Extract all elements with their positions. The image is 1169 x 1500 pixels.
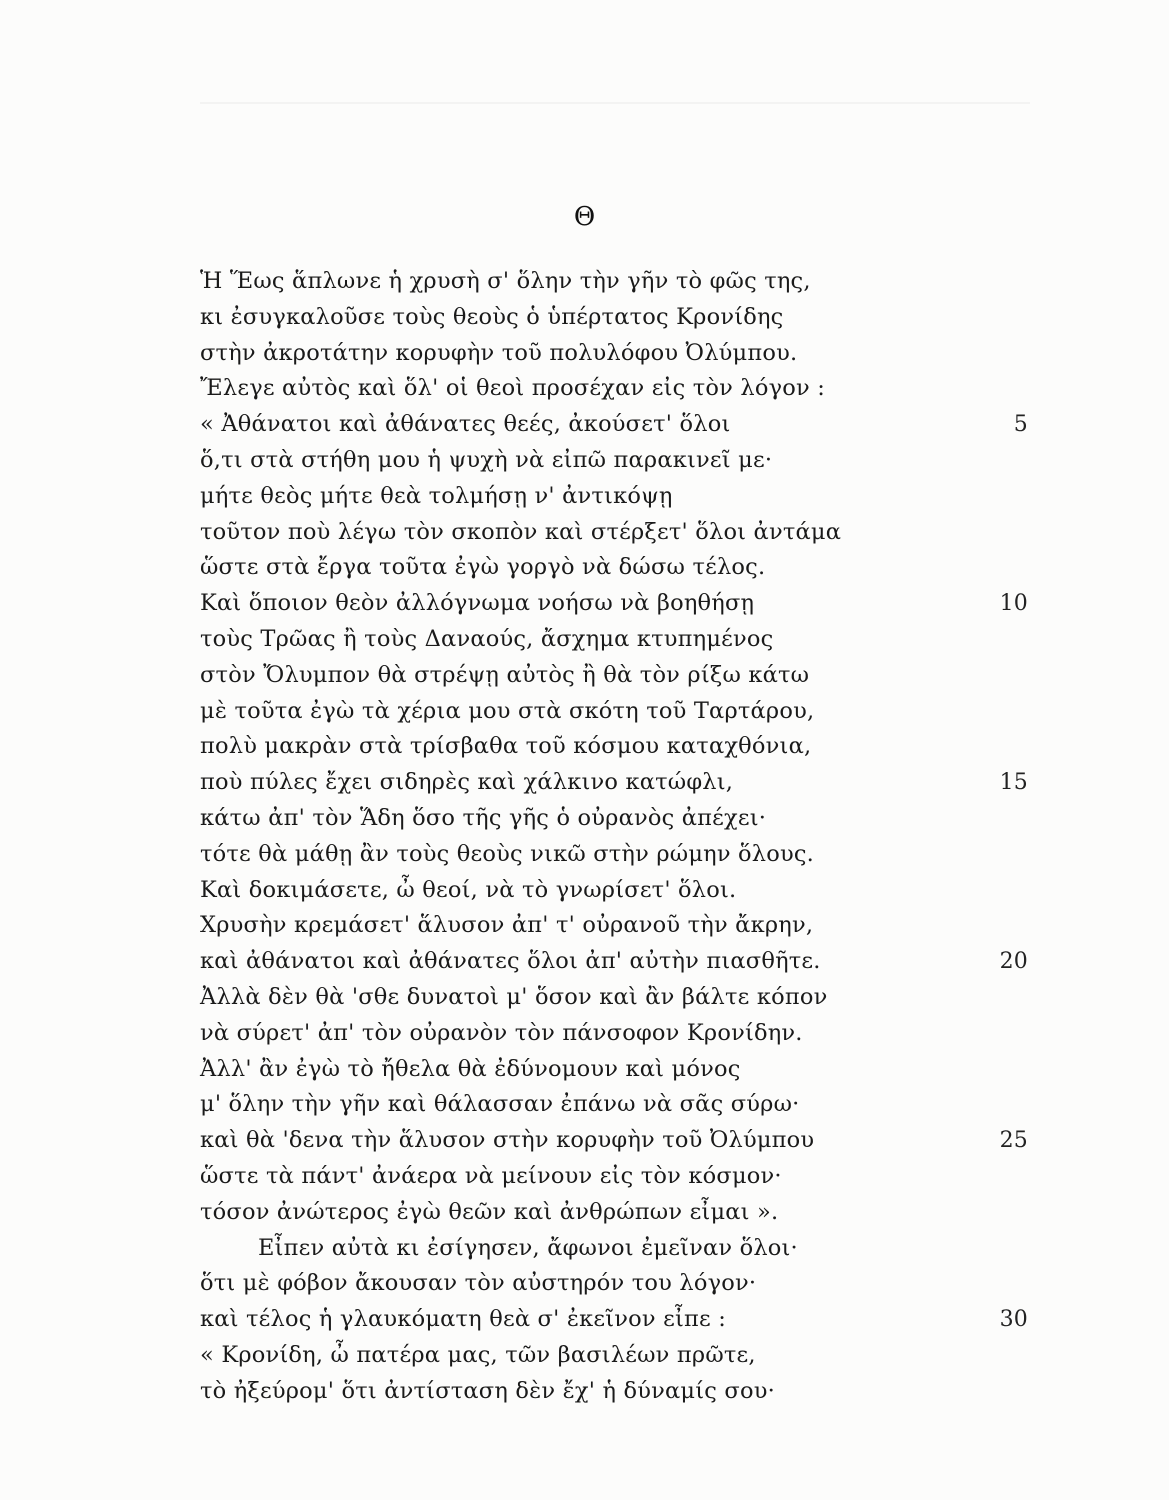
poem-line (200, 371, 1030, 407)
poem-line (200, 336, 1030, 372)
line-number: 5 (1013, 412, 1028, 438)
poem-line (200, 980, 1030, 1016)
poem-line-text: μ' ὅλην τὴν γῆν καὶ θάλασσαν ἐπάνω νὰ σᾶς σύρω· (200, 1091, 800, 1118)
line-number: 15 (999, 770, 1028, 796)
poem-line (200, 1302, 1030, 1338)
poem-line (200, 801, 1030, 837)
poem-line (200, 658, 1030, 694)
poem-line-text: πολὺ μακρὰν στὰ τρίσβαθα τοῦ κόσμου καταχθόνια, (200, 733, 812, 760)
poem-line-text: ὅτι μὲ φόβον ἄκουσαν τὸν αὐστηρόν του λόγον· (200, 1270, 757, 1297)
poem-line (200, 622, 1030, 658)
poem-line-text: καὶ ἀθάνατοι καὶ ἀθάνατες ὅλοι ἀπ' αὐτὴν πιασθῆτε. (200, 948, 821, 975)
poem-line (200, 1195, 1030, 1231)
poem-line (200, 729, 1030, 765)
poem-line-text: τὸ ἠξεύρομ' ὅτι ἀντίσταση δὲν ἔχ' ἡ δύναμίς σου· (200, 1377, 775, 1404)
poem-line-text: τοὺς Τρῶας ἢ τοὺς Δαναούς, ἄσχημα κτυπημένος (200, 625, 774, 652)
poem-line-text: Χρυσὴν κρεμάσετ' ἅλυσον ἀπ' τ' οὐρανοῦ τὴν ἄκρην, (200, 912, 814, 939)
poem-line-text: κι ἐσυγκαλοῦσε τοὺς θεοὺς ὁ ὑπέρτατος Κρονίδης (200, 303, 784, 330)
book-heading: Θ (573, 202, 596, 232)
poem-line-text: τότε θὰ μάθῃ ἂν τοὺς θεοὺς νικῶ στὴν ρώμην ὅλους. (200, 840, 815, 867)
poem-line-text: Καὶ δοκιμάσετε, ὦ θεοί, νὰ τὸ γνωρίσετ' ὅλοι. (200, 876, 737, 903)
poem-line-text: τοῦτον ποὺ λέγω τὸν σκοπὸν καὶ στέρξετ' ὅλοι ἀντάμα (200, 518, 842, 545)
poem-line (200, 1052, 1030, 1088)
poem-line (200, 694, 1030, 730)
line-number: 20 (999, 949, 1028, 975)
poem-line (200, 443, 1030, 479)
poem-line (200, 873, 1030, 909)
poem-line (200, 765, 1030, 801)
poem-line-text: Ἔλεγε αὐτὸς καὶ ὅλ' οἱ θεοὶ προσέχαν εἰς τὸν λόγον : (200, 375, 825, 402)
poem-line-text: μὲ τοῦτα ἐγὼ τὰ χέρια μου στὰ σκότη τοῦ Ταρτάρου, (200, 697, 815, 724)
poem-line (200, 1338, 1030, 1374)
poem-line (200, 837, 1030, 873)
poem-line-text: νὰ σύρετ' ἀπ' τὸν οὐρανὸν τὸν πάνσοφον Κρονίδην. (200, 1019, 803, 1046)
poem-line (200, 1231, 1030, 1267)
poem-line (200, 515, 1030, 551)
poem-line (200, 407, 1030, 443)
poem-line-text: « Ἀθάνατοι καὶ ἀθάνατες θεές, ἀκούσετ' ὅλοι (200, 411, 731, 438)
poem-line (200, 1159, 1030, 1195)
poem-line-text: « Κρονίδη, ὦ πατέρα μας, τῶν βασιλέων πρῶτε, (200, 1341, 756, 1368)
line-number: 25 (999, 1128, 1028, 1154)
poem-line-text: Ἀλλὰ δὲν θὰ 'σθε δυνατοὶ μ' ὅσον καὶ ἂν βάλτε κόπον (200, 983, 828, 1010)
poem-line-text: κάτω ἀπ' τὸν Ἅδη ὅσο τῆς γῆς ὁ οὐρανὸς ἀπέχει· (200, 804, 767, 831)
poem-line-text: Ἀλλ' ἂν ἐγὼ τὸ ἤθελα θὰ ἐδύνομουν καὶ μόνος (200, 1055, 741, 1082)
poem-line-text: καὶ τέλος ἡ γλαυκόματη θεὰ σ' ἐκεῖνον εἶπε : (200, 1306, 726, 1333)
poem-line-text: Καὶ ὅποιον θεὸν ἀλλόγνωμα νοήσω νὰ βοηθήσῃ (200, 590, 755, 617)
poem-line (200, 1016, 1030, 1052)
poem-line (200, 1123, 1030, 1159)
poem-line-text: ὥστε στὰ ἔργα τοῦτα ἐγὼ γοργὸ νὰ δώσω τέλος. (200, 554, 766, 581)
poem-line-text: στὸν Ὄλυμπον θὰ στρέψῃ αὐτὸς ἢ θὰ τὸν ρίξω κάτω (200, 661, 810, 688)
poem-line (200, 300, 1030, 336)
poem-line (200, 944, 1030, 980)
poem-line (200, 550, 1030, 586)
poem-line (200, 1266, 1030, 1302)
line-number: 30 (999, 1307, 1028, 1333)
poem-line-text: ποὺ πύλες ἔχει σιδηρὲς καὶ χάλκινο κατώφλι, (200, 769, 734, 796)
poem-line-text: Εἶπεν αὐτὰ κι ἐσίγησεν, ἄφωνοι ἐμεῖναν ὅλοι· (258, 1234, 798, 1261)
poem-line-text: τόσον ἀνώτερος ἐγὼ θεῶν καὶ ἀνθρώπων εἶμαι ». (200, 1198, 779, 1225)
poem-line-text: ὥστε τὰ πάντ' ἀνάερα νὰ μείνουν εἰς τὸν κόσμον· (200, 1162, 782, 1189)
poem-line-text: ὅ,τι στὰ στήθη μου ἡ ψυχὴ νὰ εἰπῶ παρακινεῖ με· (200, 446, 773, 473)
poem-line-text: Ἡ Ἕως ἅπλωνε ἡ χρυσὴ σ' ὅλην τὴν γῆν τὸ φῶς της, (200, 268, 811, 294)
poem-line (200, 479, 1030, 515)
poem-line (200, 586, 1030, 622)
poem-line-text: μήτε θεὸς μήτε θεὰ τολμήσῃ ν' ἀντικόψῃ (200, 482, 673, 509)
poem-line-text: στὴν ἀκροτάτην κορυφὴν τοῦ πολυλόφου Ὀλύμπου. (200, 339, 798, 366)
poem-line (200, 1374, 1030, 1410)
poem-line-text: καὶ θὰ 'δενα τὴν ἅλυσον στὴν κορυφὴν τοῦ Ὀλύμπου (200, 1127, 815, 1154)
poem-line (200, 908, 1030, 944)
line-number: 10 (999, 591, 1028, 617)
poem-line (200, 1087, 1030, 1123)
poem-body (200, 264, 1030, 1410)
poem-line (200, 264, 1030, 300)
bleed-through-header (200, 82, 1030, 104)
